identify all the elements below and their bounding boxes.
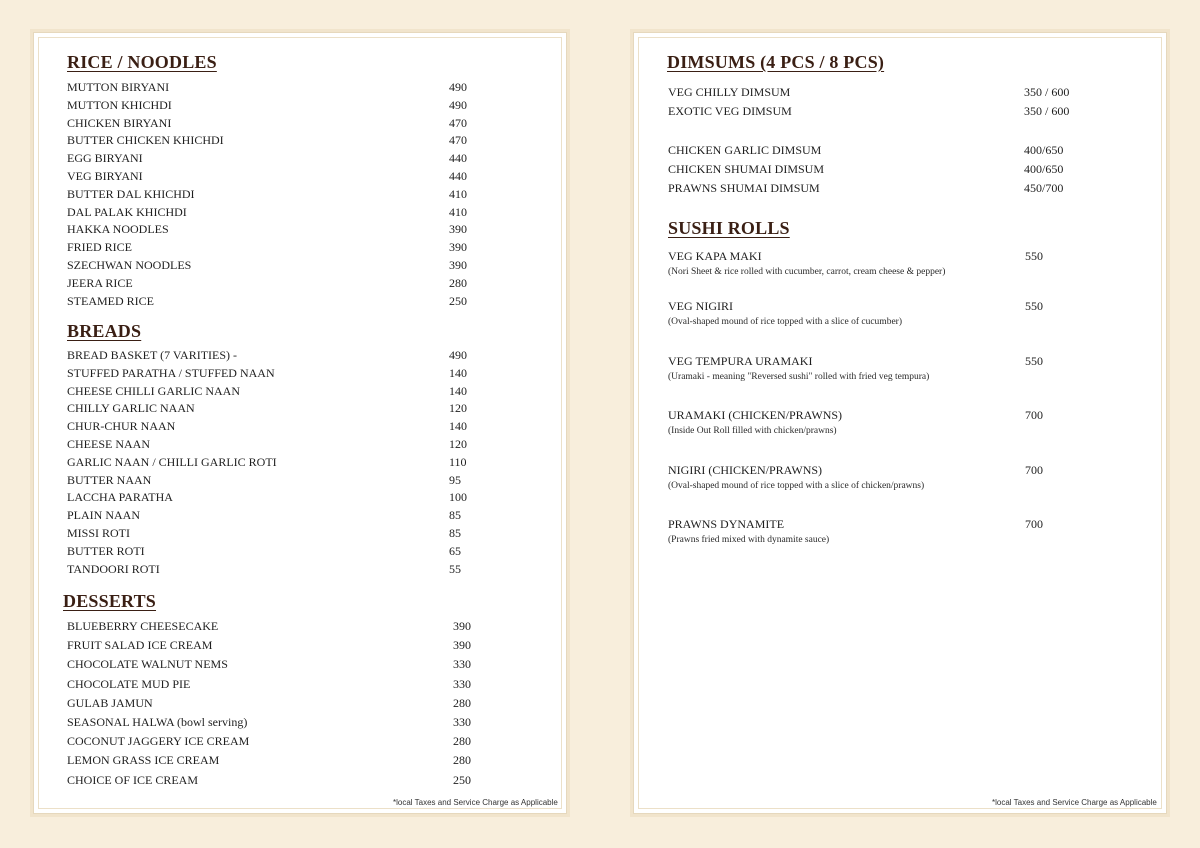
menu-item [67,713,507,732]
footnote-taxes-right: *local Taxes and Service Charge as Applicable [992,798,1157,807]
item-price: 140 [449,383,467,398]
item-price: 440 [449,151,467,166]
item-price: 400/650 [1024,161,1064,176]
menu-item [67,168,507,186]
menu-item [67,694,507,713]
item-price: 550 [1025,354,1043,368]
dimsums-list [668,83,1108,198]
item-name: PRAWNS DYNAMITE [668,517,785,531]
menu-item [67,418,507,436]
menu-item [67,400,507,418]
item-price: 700 [1025,463,1043,477]
item-price: 390 [449,222,467,237]
item-price: 700 [1025,517,1043,531]
item-description: (Inside Out Roll filled with chicken/prawns) [668,426,837,436]
item-price: 440 [449,168,467,183]
item-name: PRAWNS SHUMAI DIMSUM [668,181,820,196]
item-price: 390 [449,240,467,255]
menu-item [67,472,507,490]
item-name: BUTTER CHICKEN KHICHDI [67,133,224,148]
item-name: CHICKEN GARLIC DIMSUM [668,142,822,157]
section-title-dimsums: DIMSUMS (4 PCS / 8 PCS) [667,52,885,72]
rice-noodles-list [67,79,507,310]
item-name: FRUIT SALAD ICE CREAM [67,638,213,653]
item-name: JEERA RICE [67,275,133,290]
item-name: VEG KAPA MAKI [668,249,762,263]
menu-item [67,561,507,579]
menu-item [67,436,507,454]
item-name: HAKKA NOODLES [67,222,169,237]
item-price: 470 [449,115,467,130]
item-price: 120 [449,436,467,451]
item-description: (Uramaki - meaning "Reversed sushi" rolled with fried veg tempura) [668,372,930,382]
item-price: 280 [449,275,467,290]
menu-item [67,507,507,525]
item-price: 450/700 [1024,181,1064,196]
item-name: BUTTER DAL KHICHDI [67,186,195,201]
item-name: FRIED RICE [67,240,133,255]
item-name: CHEESE NAAN [67,436,150,451]
menu-item [67,751,507,770]
menu-item [67,543,507,561]
item-name: MUTTON BIRYANI [67,80,170,94]
menu-item [67,257,507,275]
item-description: (Prawns fried mixed with dynamite sauce) [668,535,830,545]
item-price: 280 [453,695,471,710]
item-price: 85 [449,508,461,523]
item-name: CHOICE OF ICE CREAM [67,772,199,787]
menu-item [67,617,507,636]
item-description: (Nori Sheet & rice rolled with cucumber, carrot, cream cheese & pepper) [668,267,946,277]
item-price: 400/650 [1024,142,1064,157]
item-price: 280 [453,734,471,749]
item-price: 280 [453,753,471,768]
item-price: 85 [449,525,461,540]
item-name: STUFFED PARATHA / STUFFED NAAN [67,365,275,380]
item-name: GARLIC NAAN / CHILLI GARLIC ROTI [67,454,277,469]
item-price: 390 [453,638,471,653]
item-name: CHEESE CHILLI GARLIC NAAN [67,383,240,398]
item-name: LACCHA PARATHA [67,490,173,505]
menu-item [668,179,1108,198]
item-price: 95 [449,472,461,487]
menu-item [67,132,507,150]
list-spacer [668,122,1108,141]
menu-item [67,732,507,751]
item-price: 470 [449,133,467,148]
item-price: 390 [453,619,471,633]
item-price: 490 [449,80,467,94]
item-name: URAMAKI (CHICKEN/PRAWNS) [668,408,843,422]
menu-item [67,347,507,365]
item-name: CHICKEN SHUMAI DIMSUM [668,161,825,176]
item-price: 65 [449,543,461,558]
item-name: EXOTIC VEG DIMSUM [668,104,792,119]
item-name: MUTTON KHICHDI [67,97,172,112]
item-price: 100 [449,490,467,505]
section-title-rice-noodles: RICE / NOODLES [67,52,217,72]
menu-item [67,79,507,97]
menu-item [67,97,507,115]
menu-item [67,383,507,401]
menu-item [67,150,507,168]
item-name: BREAD BASKET (7 VARITIES) - [67,348,238,362]
item-price: 390 [449,257,467,272]
item-name: CHOCOLATE MUD PIE [67,676,191,691]
item-name: PLAIN NAAN [67,508,140,523]
item-name: CHILLY GARLIC NAAN [67,401,195,416]
item-price: 110 [449,454,467,469]
item-name: SEASONAL HALWA (bowl serving) [67,715,248,730]
item-name: SZECHWAN NOODLES [67,257,192,272]
menu-item [67,204,507,222]
menu-item [67,239,507,257]
item-name: DAL PALAK KHICHDI [67,204,187,219]
item-price: 330 [453,715,471,730]
item-name: MISSI ROTI [67,525,131,540]
menu-item [67,525,507,543]
item-name: BUTTER ROTI [67,543,145,558]
menu-item [67,655,507,674]
item-price: 350 / 600 [1024,104,1070,119]
item-price: 410 [449,204,467,219]
menu-item [67,221,507,239]
section-title-sushi-rolls: SUSHI ROLLS [668,218,790,238]
item-description: (Oval-shaped mound of rice topped with a slice of cucumber) [668,317,902,327]
menu-item [668,141,1108,160]
item-price: 550 [1025,299,1043,313]
item-name: BLUEBERRY CHEESECAKE [67,619,219,633]
menu-item [67,115,507,133]
item-price: 330 [453,657,471,672]
item-price: 700 [1025,408,1043,422]
item-price: 120 [449,401,467,416]
menu-item [67,489,507,507]
menu-item [67,293,507,311]
item-price: 490 [449,97,467,112]
item-name: STEAMED RICE [67,293,154,308]
item-price: 140 [449,419,467,434]
item-name: VEG BIRYANI [67,168,143,183]
item-name: VEG NIGIRI [668,299,733,313]
item-name: TANDOORI ROTI [67,561,160,576]
item-name: GULAB JAMUN [67,695,153,710]
item-price: 490 [449,348,467,362]
item-name: CHUR-CHUR NAAN [67,419,176,434]
section-title-desserts: DESSERTS [63,591,157,611]
item-price: 250 [453,772,471,787]
item-name: VEG TEMPURA URAMAKI [668,354,813,368]
item-name: VEG CHILLY DIMSUM [668,85,791,99]
menu-item [668,83,1108,102]
item-description: (Oval-shaped mound of rice topped with a slice of chicken/prawns) [668,481,925,491]
item-price: 140 [449,365,467,380]
section-title-breads: BREADS [67,321,142,341]
item-price: 330 [453,676,471,691]
menu-item [668,160,1108,179]
menu-item [67,454,507,472]
item-price: 55 [449,561,461,576]
item-price: 550 [1025,249,1043,263]
menu-item [67,275,507,293]
menu-item [67,186,507,204]
desserts-list [67,617,507,790]
item-price: 350 / 600 [1024,85,1070,99]
menu-item [67,771,507,790]
item-name: COCONUT JAGGERY ICE CREAM [67,734,250,749]
item-name: LEMON GRASS ICE CREAM [67,753,220,768]
item-name: CHOCOLATE WALNUT NEMS [67,657,228,672]
menu-item [67,636,507,655]
item-name: EGG BIRYANI [67,151,143,166]
item-price: 250 [449,293,467,308]
item-name: CHICKEN BIRYANI [67,115,172,130]
item-name: BUTTER NAAN [67,472,152,487]
menu-item [668,102,1108,121]
breads-list [67,347,507,578]
item-name: NIGIRI (CHICKEN/PRAWNS) [668,463,823,477]
menu-item [67,365,507,383]
footnote-taxes-left: *local Taxes and Service Charge as Applicable [393,798,558,807]
menu-item [67,675,507,694]
item-price: 410 [449,186,467,201]
